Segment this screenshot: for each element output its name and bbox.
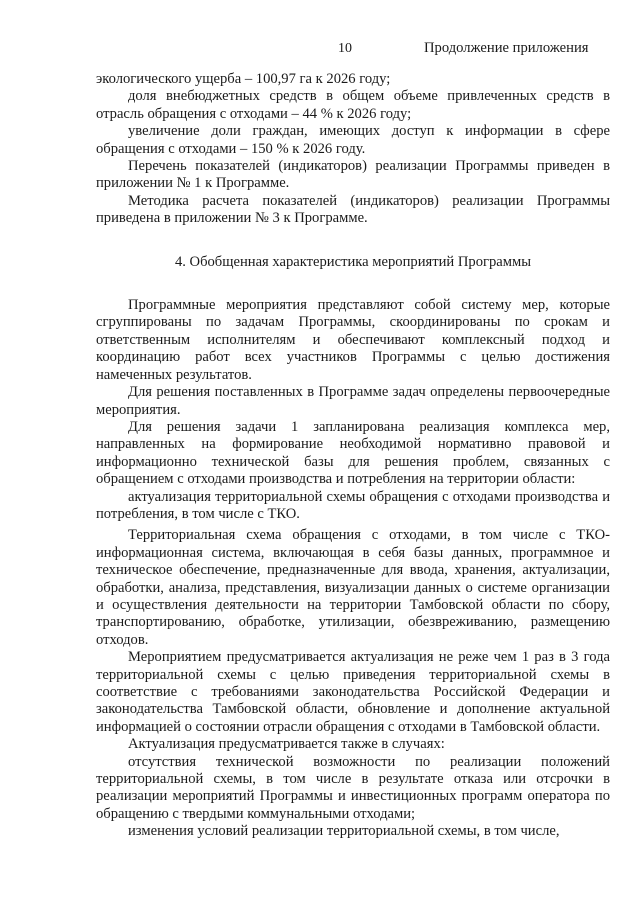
paragraph: Перечень показателей (индикаторов) реализации Программы приведен в приложении № 1 к Программе.	[96, 158, 610, 192]
paragraph: Для решения поставленных в Программе задач определены первоочередные мероприятия.	[96, 384, 610, 418]
section-title: 4. Обобщенная характеристика мероприятий Программы	[174, 253, 532, 270]
paragraph: увеличение доли граждан, имеющих доступ к информации в сфере обращения с отходами – 150 % к 2026 году.	[96, 123, 610, 157]
document-body	[96, 71, 610, 841]
paragraph: доля внебюджетных средств в общем объеме привлеченных средств в отрасль обращения с отходами – 44 % к 2026 году;	[96, 88, 610, 122]
paragraph: Мероприятием предусматривается актуализация не реже чем 1 раз в 3 года территориальной схемы с целью приведения территориальной схемы в соответствие с требованиями законодательства Российской Федерации и законодательства Тамбовской области, обновление и дополнение актуальной информацией о состоянии отрасли обращения с отходами в Тамбовской области.	[96, 649, 610, 735]
paragraph: Для решения задачи 1 запланирована реализация комплекса мер, направленных на формирование необходимой нормативно правовой и информационно технической базы для решения проблем, связанных с обращением с отходами производства и потребления на территории области:	[96, 418, 610, 488]
page-number: 10	[338, 41, 352, 56]
paragraph: Программные мероприятия представляют собой систему мер, которые сгруппированы по задачам Программы, скоординированы по срокам и ответственным исполнителям и обеспечивают комплексный подход и координацию работ всех участников Программы с целью достижения намеченных результатов.	[96, 297, 610, 383]
paragraph: Территориальная схема обращения с отходами, в том числе с ТКО-информационная система, включающая в себя базы данных, программное и техническое обеспечение, предназначенные для ввода, хранения, актуализации, обработки, анализа, представления, визуализации данных о системе организации и осуществления деятельности на территории Тамбовской области по сбору, транспортированию, обработке, утилизации, обезвреживанию, размещению отходов.	[96, 527, 610, 648]
page-header	[0, 40, 640, 60]
paragraph: экологического ущерба – 100,97 га к 2026 году;	[96, 71, 391, 87]
paragraph: Актуализация предусматривается также в случаях:	[128, 736, 445, 753]
paragraph: Методика расчета показателей (индикаторов) реализации Программы приведена в приложении № 3 к Программе.	[96, 192, 610, 227]
paragraph: актуализация территориальной схемы обращения с отходами производства и потребления, в том числе с ТКО.	[96, 488, 610, 522]
paragraph: изменения условий реализации территориальной схемы, в том числе,	[128, 823, 560, 840]
paragraph: отсутствия технической возможности по реализации положений территориальной схемы, в том числе в результате отказа или отсрочки в реализации мероприятий Программы и инвестиционных программ оператора по обращению с твердыми коммунальными отходами;	[96, 753, 610, 822]
continuation-label: Продолжение приложения	[424, 40, 589, 56]
